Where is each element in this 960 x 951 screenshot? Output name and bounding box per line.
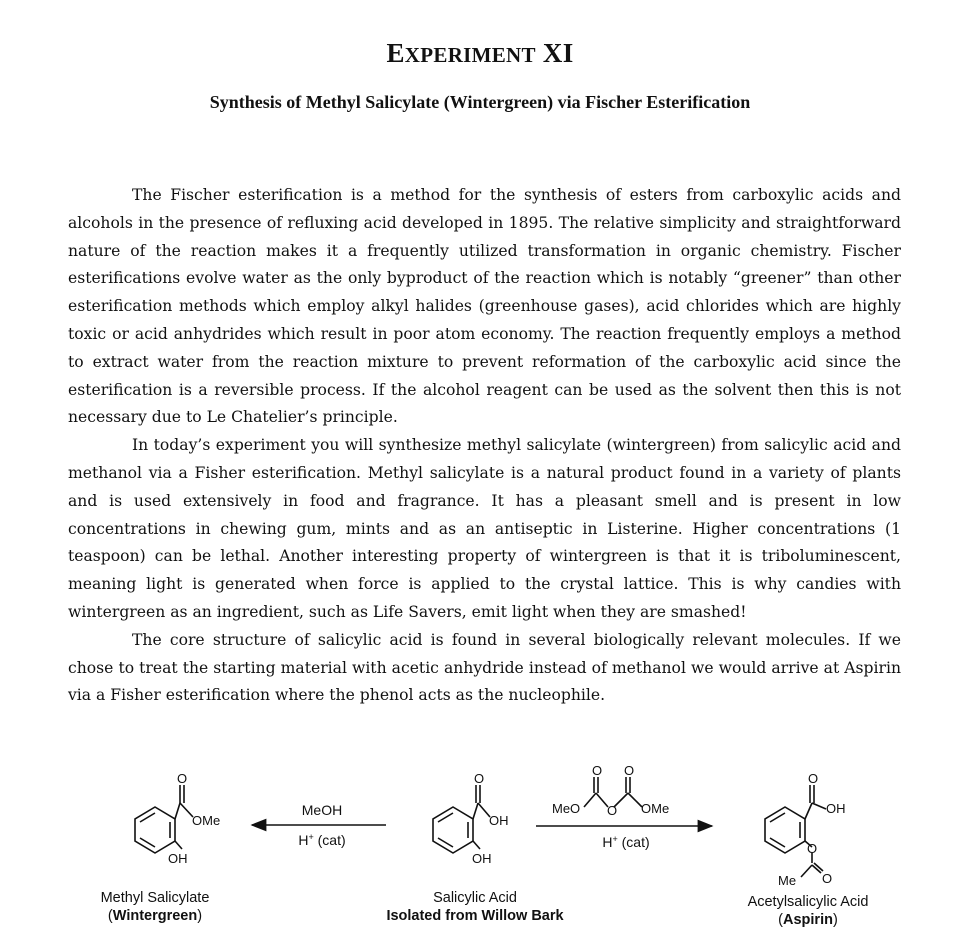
atom-label: O: [474, 771, 485, 786]
experiment-title: [0, 38, 960, 69]
atom-label: O: [808, 771, 819, 786]
body-text: [68, 182, 901, 710]
salicylic-acid-structure: [433, 785, 490, 853]
atom-label: H: [298, 832, 309, 848]
atom-label: (cat): [617, 834, 650, 850]
left-catalyst: [298, 832, 345, 848]
atom-label: O: [177, 771, 188, 786]
methyl-salicylate-name: Methyl Salicylate: [100, 890, 210, 906]
paragraph-aspirin: The core structure of salicylic acid is found in several biologically relevant molecules. If we chose to treat the starting material with acetic anhydride instead of methanol we would arrive at Aspirin via a Fisher esterification where the phenol acts as the nucleophile.: [68, 630, 901, 705]
aspirin-common-name: (Aspirin): [778, 912, 838, 928]
atom-label: MeOH: [301, 802, 343, 818]
right-catalyst: [602, 834, 649, 850]
atom-label: Me: [778, 873, 797, 888]
aspirin-full-name: Acetylsalicylic Acid: [747, 894, 869, 910]
atom-label: (cat): [313, 832, 346, 848]
aspirin-label: [718, 893, 898, 929]
atom-label: OH: [168, 851, 188, 866]
atom-label: OMe: [192, 813, 221, 828]
aspirin-structure: [765, 785, 826, 877]
methyl-salicylate-label: [70, 889, 240, 925]
experiment-subtitle: Synthesis of Methyl Salicylate (Wintergreen) via Fischer Esterification: [209, 92, 751, 112]
title-initial: E: [386, 38, 405, 68]
wintergreen-name: (Wintergreen): [107, 908, 203, 924]
atom-label: O: [822, 871, 833, 886]
salicylic-acid-source: Isolated from Willow Bark: [386, 908, 564, 924]
salicylic-acid-name: Salicylic Acid: [433, 890, 517, 906]
atom-label: H: [602, 834, 613, 850]
atom-label: OMe: [641, 801, 670, 816]
reaction-scheme: [0, 755, 960, 945]
atom-label: OH: [826, 801, 846, 816]
title-rest: XPERIMENT: [404, 43, 536, 67]
atom-label: O: [607, 803, 618, 818]
title-number: XI: [542, 38, 574, 68]
atom-label: O: [624, 763, 635, 778]
paragraph-experiment: In today’s experiment you will synthesize methyl salicylate (wintergreen) from salicylic acid and methanol via a Fisher esterification. Methyl salicylate is a natural product found in a variety of plants and is used extensively in food and fragrance. It has a pleasant smell and is present in low concentrations in chewing gum, mints and as an antiseptic in Listerine. Higher concentrations (1 teaspoon) can be lethal. Another interesting property of wintergreen is that it is triboluminescent, meaning light is generated when force is applied to the crystal lattice. This is why candies with wintergreen as an ingredient, such as Life Savers, emit light when they are smashed!: [68, 436, 901, 621]
salicylic-acid-label: [360, 889, 590, 925]
atom-label: +: [612, 834, 618, 844]
atom-label: O: [807, 841, 818, 856]
atom-label: OH: [472, 851, 492, 866]
paragraph-intro: The Fischer esterification is a method for the synthesis of esters from carboxylic acids and alcohols in the presence of refluxing acid developed in 1895. The relative simplicity and straightforward nature of the reaction makes it a frequently utilized transformation in organic chemistry. Fischer esterifications evolve water as the only byproduct of the reaction which is notably “greener” than other esterification methods which employ alkyl halides (greenhouse gases), acid chlorides which are highly toxic or acid anhydrides which result in poor atom economy. The reaction frequently employs a method to extract water from the reaction mixture to prevent reformation of the carboxylic acid since the esterification is a reversible process. If the alcohol reagent can be used as the solvent then this is not necessary due to Le Chatelier’s principle.: [68, 186, 901, 427]
methyl-salicylate-structure: [135, 785, 193, 853]
atom-label: MeO: [552, 801, 581, 816]
atom-label: +: [308, 832, 314, 842]
atom-label: OH: [489, 813, 509, 828]
atom-label: O: [592, 763, 603, 778]
